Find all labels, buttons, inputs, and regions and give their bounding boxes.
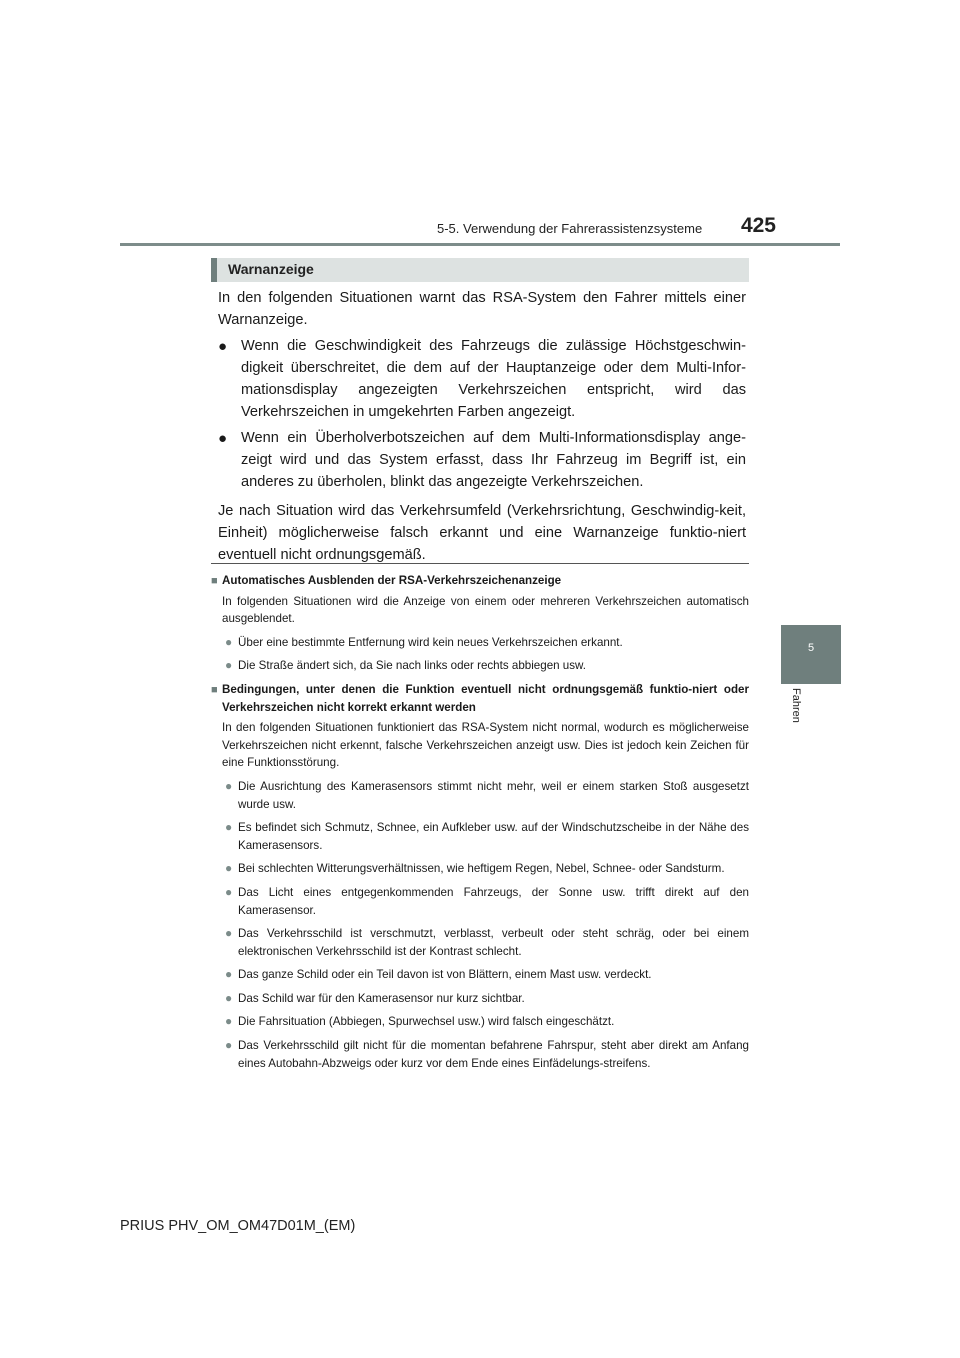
bullet-dot-icon: ● [225,634,233,649]
warning-bullet: ● Wenn die Geschwindigkeit des Fahrzeugs die zulässige Höchstgeschwin-digkeit überschreitet, die dem auf der Hauptanzeige oder dem Multi-Infor-mationsdisplay angezeigten Verkehrszeichen entspricht, wird das Verkehrszeichen in umgekehrten Farben angezeigt. [218,338,746,420]
note-bullet: ● Das ganze Schild oder ein Teil davon ist von Blättern, einem Mast usw. verdeckt. [211,966,749,984]
chapter-tab [781,625,841,684]
note-bullet: ● Über eine bestimmte Entfernung wird kein neues Verkehrszeichen erkannt. [211,634,749,652]
bullet-dot-icon: ● [225,967,233,982]
note-bullet: ● Bei schlechten Witterungsverhältnissen, wie heftigem Regen, Nebel, Schnee- oder Sandsturm. [211,860,749,878]
note-bullet: ● Die Fahrsituation (Abbiegen, Spurwechsel usw.) wird falsch eingeschätzt. [211,1013,749,1031]
warning-content [218,288,746,566]
bullet-dot-icon: ● [225,820,233,835]
note-body: In den folgenden Situationen funktioniert das RSA-System nicht normal, wodurch es möglicherweise Verkehrszeichen nicht erkennt, falsche Verkehrszeichen anzeigt usw. Dies ist jedoch kein Zeichen für eine Funktionsstörung. [222,721,749,770]
section-divider [211,563,749,564]
bullet-dot-icon: ● [225,1014,233,1029]
warning-heading: Warnanzeige [228,261,314,277]
bullet-dot-icon: ● [225,990,233,1005]
note-bullet: ● Das Verkehrsschild gilt nicht für die momentan befahrene Fahrspur, steht aber direkt am Anfang eines Autobahn-Abzweigs oder kurz vor dem Ende eines Einfädelungs-streifens. [225,1038,749,1070]
chapter-number: 5 [807,642,815,654]
bullet-dot-icon: ● [225,884,233,899]
bullet-dot-icon: ● [218,430,228,448]
footer-document-id: PRIUS PHV_OM_OM47D01M_(EM) [120,1218,356,1234]
note-body: In folgenden Situationen wird die Anzeige von einem oder mehreren Verkehrszeichen automatisch ausgeblendet. [222,594,749,626]
note-bullet: ● Das Schild war für den Kamerasensor nur kurz sichtbar. [211,990,749,1008]
note-title: ■ Bedingungen, unter denen die Funktion eventuell nicht ordnungsgemäß funktio-niert oder Verkehrszeichen nicht korrekt erkannt werden [211,682,749,714]
notes-section [211,572,749,1072]
bullet-dot-icon: ● [225,861,233,876]
header-section-title: 5-5. Verwendung der Fahrerassistenzsysteme [437,221,703,236]
bullet-dot-icon: ● [225,926,233,941]
note-title: ■ Automatisches Ausblenden der RSA-Verkehrszeichenanzeige [211,572,749,590]
note-bullet: ● Es befindet sich Schmutz, Schnee, ein Aufkleber usw. auf der Windschutzscheibe in der Nähe des Kamerasensors. [225,820,749,852]
bullet-dot-icon: ● [218,338,228,356]
chapter-label: Fahren [790,688,802,723]
header-rule [120,243,840,246]
warning-section-header [211,258,749,282]
square-bullet-icon: ■ [211,575,218,587]
warning-bullet: ● Wenn ein Überholverbotszeichen auf dem Multi-Informationsdisplay ange-zeigt wird und das System erfasst, dass Ihr Fahrzeug im Begriff ist, ein anderes zu überholen, blinkt das angezeigte Verkehrszeichen. [218,430,746,490]
note-bullet: ● Die Straße ändert sich, da Sie nach links oder rechts abbiegen usw. [211,657,749,675]
bullet-dot-icon: ● [225,1038,233,1053]
warning-outro: Je nach Situation wird das Verkehrsumfeld (Verkehrsrichtung, Geschwindig-keit, Einheit) möglicherweise falsch erkannt und eine Warnanzeige funktio-niert eventuell nicht ordnungsgemäß. [218,503,746,563]
warning-intro: In den folgenden Situationen warnt das RSA-System den Fahrer mittels einer Warnanzeige. [218,290,746,328]
note-bullet: ● Das Licht eines entgegenkommenden Fahrzeugs, der Sonne usw. trifft direkt auf den Kamerasensor. [225,884,749,917]
note-bullet: ● Die Ausrichtung des Kamerasensors stimmt nicht mehr, weil er einem starken Stoß ausgesetzt wurde usw. [225,778,749,811]
page-number: 425 [740,214,776,237]
bullet-dot-icon: ● [225,658,233,673]
square-bullet-icon: ■ [211,683,218,696]
note-bullet: ● Das Verkehrsschild ist verschmutzt, verblasst, verbeult oder steht schräg, oder bei einem elektronischen Verkehrsschild ist der Kontrast schlecht. [225,926,749,958]
bullet-dot-icon: ● [225,778,233,793]
